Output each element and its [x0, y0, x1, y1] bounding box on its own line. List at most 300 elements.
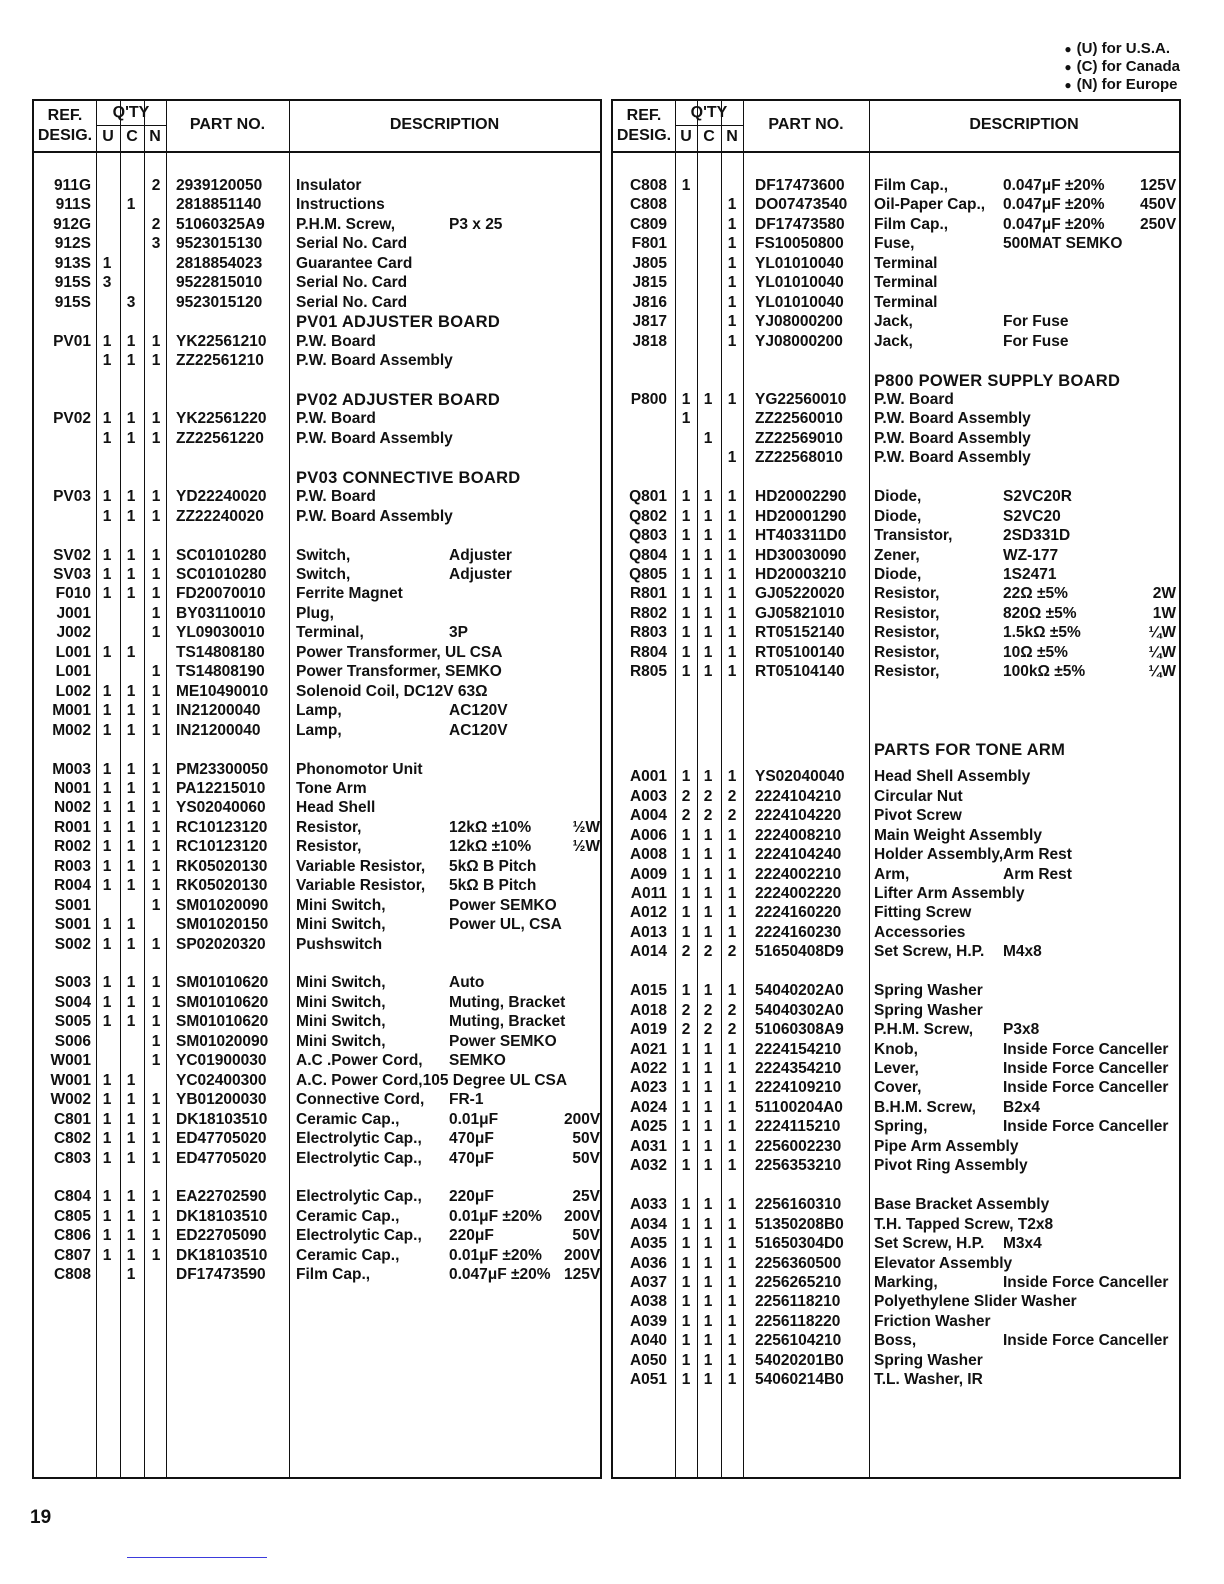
ref-desig: A008: [629, 846, 667, 864]
table-row: [613, 1157, 1179, 1177]
qty-u: 1: [102, 507, 112, 525]
description-rating: 2W: [1152, 585, 1176, 603]
part-number: TS14808180: [176, 643, 265, 661]
qty-n: 1: [727, 1235, 737, 1253]
ref-desig: C805: [53, 1207, 91, 1225]
qty-c: 1: [703, 1040, 713, 1058]
qty-u: 1: [681, 177, 691, 194]
description-rating: 125V: [1140, 177, 1177, 194]
qty-c: 1: [703, 488, 713, 506]
qty-u: 1: [102, 1110, 112, 1128]
qty-u: 1: [681, 1060, 691, 1078]
divider-line: [127, 1557, 267, 1558]
table-row: [613, 885, 1179, 905]
part-number: 2224160230: [755, 923, 842, 941]
qty-c: 1: [126, 1071, 136, 1089]
table-row: [34, 216, 600, 236]
qty-n: 1: [727, 1040, 737, 1058]
qty-u: 1: [681, 566, 691, 583]
qty-c: 1: [126, 721, 136, 739]
qty-u: 1: [681, 663, 691, 681]
qty-c: 1: [126, 974, 136, 992]
qty-c: 2: [703, 787, 713, 805]
qty-c: 1: [126, 935, 136, 953]
description-detail: P3 x 25: [449, 215, 503, 233]
ref-desig: F801: [631, 235, 667, 253]
qty-n: 1: [727, 196, 737, 214]
qty-u: 1: [102, 1246, 112, 1264]
qty-u: 1: [102, 1149, 112, 1167]
table-row: [34, 1266, 600, 1286]
description-detail: Adjuster: [449, 546, 512, 564]
description: Variable Resistor,: [296, 877, 426, 895]
part-number: 2224154210: [755, 1040, 842, 1058]
description-detail: 12kΩ ±10%: [449, 818, 532, 836]
qty-c: 1: [703, 865, 713, 883]
part-number: SM01010620: [176, 993, 269, 1011]
table-row: [34, 1013, 600, 1033]
qty-n: 1: [151, 488, 161, 506]
description-detail: M4x8: [1003, 943, 1042, 961]
table-row: [613, 1118, 1179, 1138]
ref-desig: A036: [629, 1254, 667, 1272]
qty-c: 1: [703, 663, 713, 681]
qty-u: 1: [681, 546, 691, 564]
ref-desig: C809: [629, 215, 667, 233]
qty-c: 1: [126, 702, 136, 720]
ref-desig: N001: [53, 779, 91, 797]
table-row: [613, 1313, 1179, 1333]
table-row: [613, 1021, 1179, 1041]
qty-c: 1: [126, 1013, 136, 1031]
description: P.W. Board: [296, 332, 376, 350]
table-row: [34, 352, 600, 372]
qty-u: 1: [102, 1130, 112, 1148]
table-row: [34, 1130, 600, 1150]
ref-desig: C806: [53, 1227, 91, 1245]
description-detail: WZ-177: [1003, 546, 1059, 564]
qty-c: 1: [703, 390, 713, 408]
description: Lifter Arm Assembly: [874, 884, 1025, 902]
ref-desig: M003: [52, 760, 91, 778]
ref-desig: S002: [54, 935, 91, 953]
qty-u: 2: [681, 807, 691, 825]
table-row: [613, 1002, 1179, 1022]
qty-c: 1: [126, 799, 136, 817]
part-number: ZZ22568010: [755, 449, 843, 467]
ref-desig: C808: [629, 196, 667, 214]
qty-c: 1: [126, 1149, 136, 1167]
qty-n: 1: [151, 702, 161, 720]
ref-desig: 915S: [54, 293, 91, 311]
table-row: [613, 788, 1179, 808]
qty-c: 1: [126, 1246, 136, 1264]
ref-desig: R004: [53, 877, 91, 895]
ref-desig: 911G: [53, 177, 91, 194]
qty-n: 1: [151, 624, 161, 642]
qty-c: 1: [703, 1351, 713, 1369]
description: P.W. Board: [874, 390, 954, 408]
description: Zener,: [874, 546, 920, 564]
qty-c: 1: [703, 527, 713, 545]
description: P.H.M. Screw,: [296, 215, 396, 233]
description-detail: AC120V: [449, 721, 508, 739]
qty-u: 1: [102, 760, 112, 778]
qty-n: 1: [727, 1371, 737, 1389]
qty-u: 2: [681, 1021, 691, 1039]
description-detail: Inside Force Canceller: [1003, 1273, 1169, 1291]
part-number: FD20070010: [176, 585, 266, 603]
ref-desig: A035: [629, 1235, 667, 1253]
ref-desig: L001: [55, 663, 91, 681]
description-rating: 50V: [572, 1149, 600, 1167]
description-rating: ¼W: [1148, 663, 1176, 681]
table-row: [34, 1033, 600, 1053]
description: Resistor,: [296, 818, 362, 836]
description: Variable Resistor,: [296, 857, 426, 875]
section-heading: [613, 741, 1179, 761]
part-number: YJ08000200: [755, 332, 843, 350]
qty-c: 1: [703, 1137, 713, 1155]
description: Diode,: [874, 566, 922, 583]
qty-n: 1: [151, 779, 161, 797]
ref-desig: A019: [629, 1021, 667, 1039]
table-row: [34, 488, 600, 508]
qty-c: 1: [703, 768, 713, 786]
ref-desig: A014: [629, 943, 667, 961]
qty-c: 1: [126, 566, 136, 583]
description-rating: 200V: [564, 1246, 601, 1264]
description-detail: 220μF: [449, 1227, 494, 1245]
qty-c: 1: [703, 904, 713, 922]
description: Diode,: [874, 488, 922, 506]
qty-n: 1: [727, 293, 737, 311]
table-row: [613, 566, 1179, 586]
qty-u: 1: [681, 846, 691, 864]
ref-desig: R805: [629, 663, 667, 681]
description: Tone Arm: [296, 779, 367, 797]
ref-desig: J002: [56, 624, 91, 642]
description-detail: FR-1: [449, 1091, 484, 1109]
qty-n: 2: [727, 787, 737, 805]
part-number: ME10490010: [176, 682, 269, 700]
description: Serial No. Card: [296, 235, 408, 253]
table-row: [34, 274, 600, 294]
qty-n: 1: [151, 1207, 161, 1225]
description: Set Screw, H.P.: [874, 1235, 985, 1253]
part-number: 54060214B0: [755, 1371, 844, 1389]
part-number: DF17473600: [755, 177, 845, 194]
qty-u: 1: [681, 884, 691, 902]
qty-c: 1: [126, 877, 136, 895]
qty-u: 1: [102, 1013, 112, 1031]
ref-desig: SV02: [53, 546, 91, 564]
table-row: [613, 527, 1179, 547]
description: Head Shell Assembly: [874, 768, 1031, 786]
qty-u: 1: [681, 1157, 691, 1175]
qty-u: 1: [681, 1254, 691, 1272]
part-number: SP02020320: [176, 935, 266, 953]
description: Diode,: [874, 507, 922, 525]
table-row: [34, 819, 600, 839]
part-number: YL09030010: [176, 624, 265, 642]
description-detail: Arm Rest: [1003, 846, 1072, 864]
qty-c: 1: [126, 993, 136, 1011]
qty-u: 1: [681, 488, 691, 506]
header-qty: Q'TY: [690, 104, 728, 121]
part-number: SM01020090: [176, 896, 269, 914]
qty-c: 1: [126, 760, 136, 778]
table-row: [34, 877, 600, 897]
description: Holder Assembly,: [874, 846, 1004, 864]
qty-c: 1: [126, 682, 136, 700]
ref-desig: A012: [629, 904, 667, 922]
qty-n: 1: [727, 254, 737, 272]
description-detail: 5kΩ B Pitch: [449, 857, 537, 875]
description-rating: 25V: [572, 1188, 600, 1206]
qty-n: 1: [151, 1227, 161, 1245]
qty-u: 1: [102, 702, 112, 720]
ref-desig: W002: [50, 1091, 91, 1109]
qty-c: 1: [703, 982, 713, 1000]
table-row: [34, 1208, 600, 1228]
part-number: DF17473590: [176, 1266, 266, 1284]
table-row: [613, 1041, 1179, 1061]
ref-desig: PV01: [53, 332, 91, 350]
description: P.W. Board Assembly: [296, 507, 453, 525]
part-number: 2224002210: [755, 865, 842, 883]
description: P.W. Board Assembly: [874, 429, 1031, 447]
qty-c: 1: [126, 1091, 136, 1109]
qty-u: 1: [681, 1040, 691, 1058]
table-row: [34, 994, 600, 1014]
qty-n: 1: [727, 624, 737, 642]
table-row: [34, 410, 600, 430]
description: Boss,: [874, 1332, 917, 1350]
part-number: 9523015130: [176, 235, 263, 253]
qty-u: 1: [681, 1371, 691, 1389]
description: Serial No. Card: [296, 293, 408, 311]
ref-desig: R003: [53, 857, 91, 875]
section-title: PV01 ADJUSTER BOARD: [296, 313, 501, 332]
qty-c: 1: [703, 1371, 713, 1389]
part-number: DO07473540: [755, 196, 848, 214]
description-detail: Inside Force Canceller: [1003, 1079, 1169, 1097]
description: Solenoid Coil, DC12V 63Ω: [296, 682, 488, 700]
description-rating: ¼W: [1148, 643, 1176, 661]
qty-c: 1: [126, 352, 136, 370]
ref-desig: SV03: [53, 566, 91, 583]
description: Mini Switch,: [296, 1013, 386, 1031]
description-detail: 2SD331D: [1003, 527, 1071, 545]
qty-u: 1: [681, 604, 691, 622]
description-detail: 0.047μF ±20%: [1003, 177, 1105, 194]
qty-u: 1: [681, 1118, 691, 1136]
ref-desig: A006: [629, 826, 667, 844]
ref-desig: 915S: [54, 274, 91, 292]
table-row: [34, 663, 600, 683]
table-row: [613, 1255, 1179, 1275]
ref-desig: M002: [52, 721, 91, 739]
table-row: [34, 683, 600, 703]
qty-u: 1: [681, 1137, 691, 1155]
header-u: U: [102, 128, 114, 145]
ref-desig: A018: [629, 1001, 667, 1019]
qty-u: 1: [102, 779, 112, 797]
description-detail: Adjuster: [449, 566, 512, 583]
qty-u: 1: [102, 429, 112, 447]
qty-n: 1: [151, 682, 161, 700]
table-row: [34, 585, 600, 605]
section-heading: [34, 469, 600, 489]
description-detail: 5kΩ B Pitch: [449, 877, 537, 895]
description-rating: 50V: [572, 1130, 600, 1148]
qty-u: 1: [102, 1091, 112, 1109]
part-number: 2224002220: [755, 884, 842, 902]
qty-n: 1: [727, 1254, 737, 1272]
qty-n: 1: [151, 1246, 161, 1264]
ref-desig: Q801: [629, 488, 667, 506]
part-number: 2224160220: [755, 904, 842, 922]
table-row: [34, 624, 600, 644]
description-rating: 450V: [1140, 196, 1177, 214]
qty-c: 1: [703, 1254, 713, 1272]
ref-desig: C808: [53, 1266, 91, 1284]
part-number: YJ08000200: [755, 313, 843, 331]
qty-n: 1: [151, 1130, 161, 1148]
table-row: [34, 605, 600, 625]
qty-n: 1: [727, 1137, 737, 1155]
qty-u: 1: [681, 1098, 691, 1116]
part-number: 54040302A0: [755, 1001, 844, 1019]
description-detail: 0.047μF ±20%: [1003, 215, 1105, 233]
description: Resistor,: [874, 585, 940, 603]
table-row: [613, 1079, 1179, 1099]
qty-n: 1: [727, 604, 737, 622]
description: Lamp,: [296, 702, 342, 720]
description-detail: AC120V: [449, 702, 508, 720]
qty-c: 2: [703, 1001, 713, 1019]
ref-desig: S004: [54, 993, 91, 1011]
part-number: 2256265210: [755, 1273, 842, 1291]
ref-desig: A025: [629, 1118, 667, 1136]
ref-desig: A051: [629, 1371, 667, 1389]
qty-c: 1: [703, 1196, 713, 1214]
qty-n: 1: [151, 1013, 161, 1031]
qty-c: 1: [703, 429, 713, 447]
section-title: PV02 ADJUSTER BOARD: [296, 390, 501, 409]
qty-n: 1: [151, 721, 161, 739]
qty-c: 1: [126, 1110, 136, 1128]
qty-n: 1: [727, 1273, 737, 1291]
description-detail: 470μF: [449, 1130, 494, 1148]
part-number: SC01010280: [176, 546, 267, 564]
qty-n: 1: [151, 585, 161, 603]
part-number: ED47705020: [176, 1149, 267, 1167]
qty-n: 2: [151, 215, 161, 233]
table-row: [34, 838, 600, 858]
qty-n: 1: [151, 332, 161, 350]
part-number: 51350208B0: [755, 1215, 844, 1233]
ref-desig: N002: [53, 799, 91, 817]
qty-n: 1: [151, 507, 161, 525]
description-detail: Inside Force Canceller: [1003, 1118, 1169, 1136]
qty-n: 1: [151, 993, 161, 1011]
description: Resistor,: [296, 838, 362, 856]
qty-u: 1: [681, 826, 691, 844]
qty-c: 1: [703, 1060, 713, 1078]
table-row: [613, 177, 1179, 197]
header-description: DESCRIPTION: [389, 116, 500, 133]
description-detail: 0.047μF ±20%: [449, 1266, 551, 1284]
part-number: 51100204A0: [755, 1098, 843, 1116]
table-row: [34, 177, 600, 197]
qty-n: 1: [727, 1060, 737, 1078]
qty-u: 1: [102, 488, 112, 506]
qty-n: 1: [727, 904, 737, 922]
description: Spring Washer: [874, 982, 983, 1000]
qty-u: 1: [102, 1188, 112, 1206]
ref-desig: A003: [629, 787, 667, 805]
ref-desig: J818: [632, 332, 667, 350]
ref-desig: C807: [53, 1246, 91, 1264]
qty-c: 1: [126, 196, 136, 214]
qty-n: 1: [727, 1157, 737, 1175]
description-detail: Arm Rest: [1003, 865, 1072, 883]
page-number: 19: [30, 1507, 52, 1528]
table-row: [34, 1150, 600, 1170]
qty-n: 1: [151, 877, 161, 895]
description: Pipe Arm Assembly: [874, 1137, 1019, 1155]
section-title: PARTS FOR TONE ARM: [874, 741, 1066, 760]
table-row: [613, 508, 1179, 528]
qty-u: 1: [102, 877, 112, 895]
part-number: YC02400300: [176, 1071, 267, 1089]
description: Film Cap.,: [874, 177, 949, 194]
description: Resistor,: [874, 624, 940, 642]
table-row: [34, 780, 600, 800]
table-row: [613, 1216, 1179, 1236]
part-number: SC01010280: [176, 566, 267, 583]
qty-n: 1: [151, 857, 161, 875]
description: Elevator Assembly: [874, 1254, 1013, 1272]
description-detail: Power UL, CSA: [449, 916, 562, 934]
table-row: [34, 255, 600, 275]
ref-desig: PV03: [53, 488, 91, 506]
part-number: ZZ22240020: [176, 507, 264, 525]
qty-n: 1: [727, 663, 737, 681]
table-row: [613, 943, 1179, 963]
qty-u: 1: [102, 935, 112, 953]
header-desig: DESIG.: [616, 127, 672, 144]
description: Mini Switch,: [296, 916, 386, 934]
description: T.L. Washer, IR: [874, 1371, 983, 1389]
description: Base Bracket Assembly: [874, 1196, 1050, 1214]
description-rating: 1W: [1152, 604, 1176, 622]
table-row: [34, 1111, 600, 1131]
table-row: [34, 644, 600, 664]
description: Polyethylene Slider Washer: [874, 1293, 1077, 1311]
ref-desig: A040: [629, 1332, 667, 1350]
description-detail: Inside Force Canceller: [1003, 1332, 1169, 1350]
description: Resistor,: [874, 604, 940, 622]
qty-c: 1: [703, 1079, 713, 1097]
qty-n: 1: [151, 1149, 161, 1167]
part-number: 2256104210: [755, 1332, 842, 1350]
description: Fitting Screw: [874, 904, 972, 922]
table-row: [34, 430, 600, 450]
qty-u: 1: [681, 904, 691, 922]
